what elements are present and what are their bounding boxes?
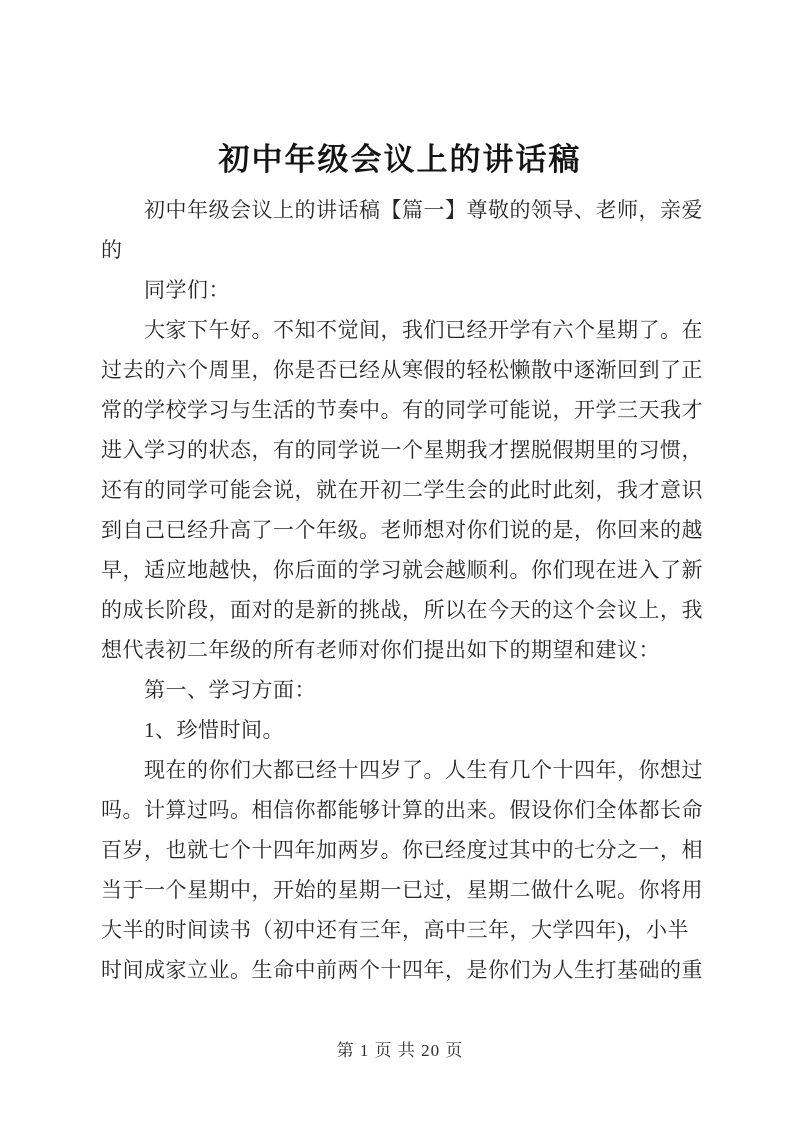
text-line: 时间成家立业。生命中前两个十四年，是你们为人生打基础的重	[101, 958, 703, 982]
text-line: 还有的同学可能会说，就在开初二学生会的此时此刻，我才意识	[101, 478, 703, 502]
text-line: 过去的六个周里，你是否已经从寒假的轻松懒散中逐渐回到了正	[101, 358, 703, 382]
page-number-footer: 第 1 页 共 20 页	[336, 1041, 464, 1060]
text-line: 想代表初二年级的所有老师对你们提出如下的期望和建议：	[101, 638, 660, 662]
text-line: 早，适应地越快，你后面的学习就会越顺利。你们现在进入了新	[101, 558, 703, 582]
text-line: 到自己已经升高了一个年级。老师想对你们说的是，你回来的越	[101, 518, 703, 542]
text-line: 第一、学习方面：	[144, 678, 316, 702]
document-body	[101, 190, 708, 990]
text-line: 百岁，也就七个十四年加两岁。你已经度过其中的七分之一，相	[101, 838, 703, 862]
text-line: 当于一个星期中，开始的星期一已过，星期二做什么呢。你将用	[101, 878, 703, 902]
text-line: 的	[101, 238, 123, 262]
text-line: 大半的时间读书（初中还有三年，高中三年，大学四年)，小半	[101, 918, 689, 942]
text-line: 同学们：	[144, 278, 230, 302]
text-line: 现在的你们大都已经十四岁了。人生有几个十四年，你想过	[144, 758, 703, 782]
text-line: 常的学校学习与生活的节奏中。有的同学可能说，开学三天我才	[101, 398, 703, 422]
text-line: 大家下午好。不知不觉间，我们已经开学有六个星期了。在	[144, 318, 703, 342]
text-line: 进入学习的状态，有的同学说一个星期我才摆脱假期里的习惯，	[101, 438, 703, 462]
text-line: 初中年级会议上的讲话稿【篇一】尊敬的领导、老师，亲爱	[144, 198, 703, 222]
page-title: 初中年级会议上的讲话稿	[218, 142, 582, 177]
text-line: 的成长阶段，面对的是新的挑战，所以在今天的这个会议上，我	[101, 598, 703, 622]
text-line: 1、珍惜时间。	[144, 718, 284, 742]
text-line: 吗。计算过吗。相信你都能够计算的出来。假设你们全体都长命	[101, 798, 703, 822]
